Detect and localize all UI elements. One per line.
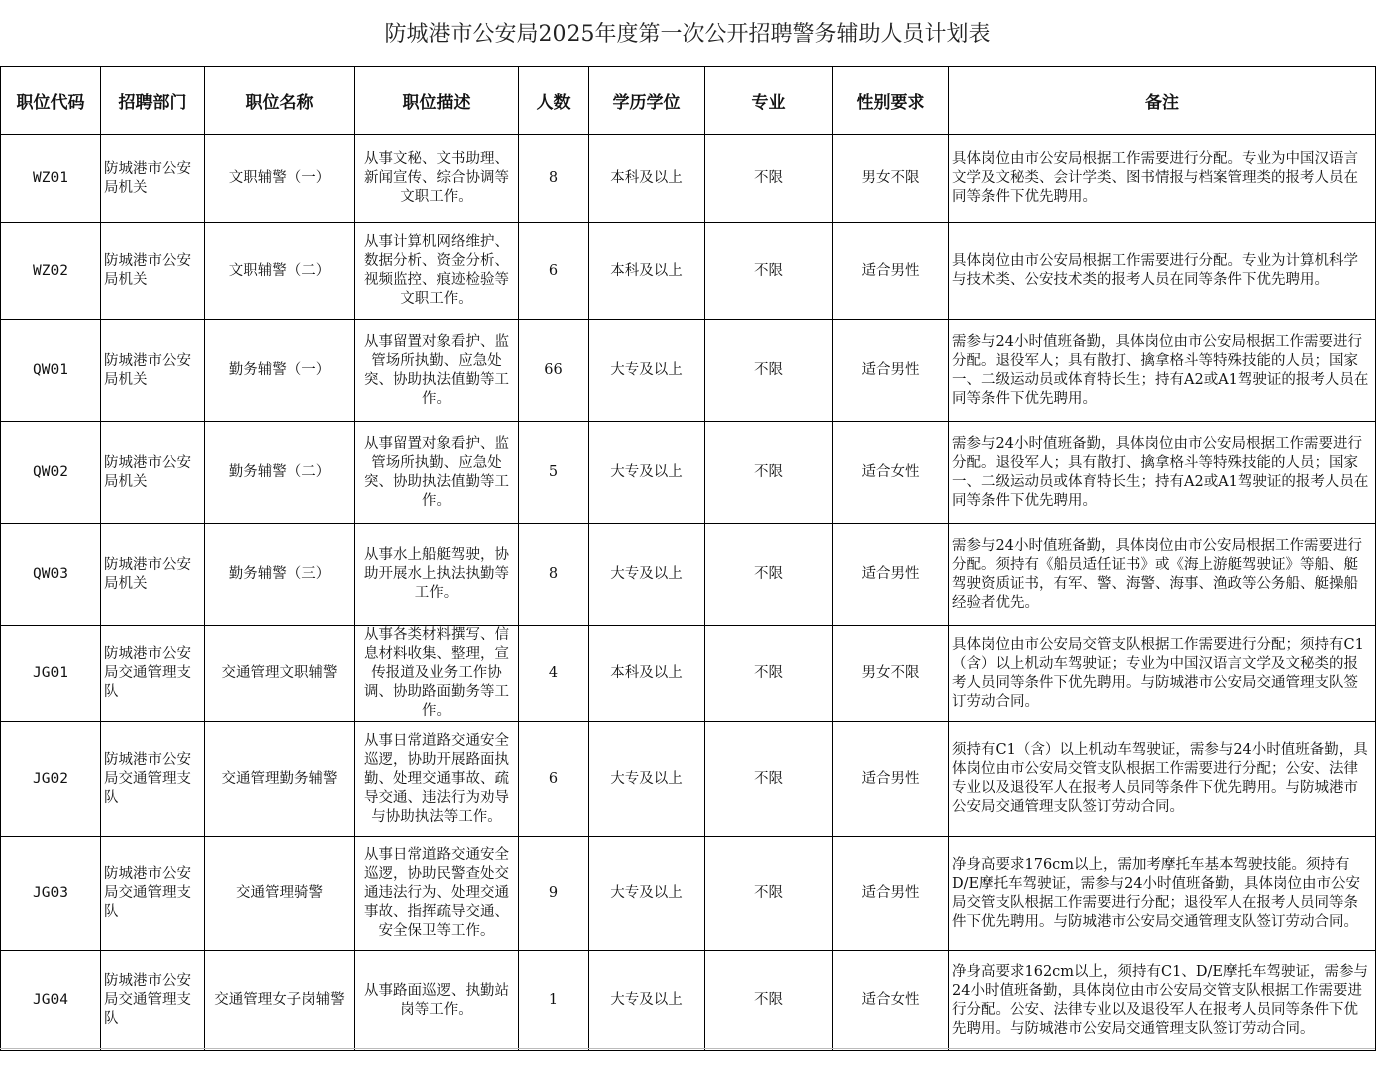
cell-gender: 适合男性 [833, 524, 949, 626]
cell-major: 不限 [705, 524, 833, 626]
cell-count: 8 [519, 524, 589, 626]
cell-desc: 从事留置对象看护、监管场所执勤、应急处突、协助执法值勤等工作。 [355, 422, 519, 524]
cell-name: 交通管理文职辅警 [205, 626, 355, 722]
cell-count: 8 [519, 135, 589, 223]
cell-desc: 从事水上船艇驾驶，协助开展水上执法执勤等工作。 [355, 524, 519, 626]
cell-major: 不限 [705, 135, 833, 223]
cell-note: 具体岗位由市公安局根据工作需要进行分配。专业为计算机科学与技术类、公安技术类的报考人员在同等条件下优先聘用。 [949, 223, 1376, 320]
cell-code: QW02 [1, 422, 101, 524]
cell-gender: 适合男性 [833, 722, 949, 837]
cell-major: 不限 [705, 320, 833, 422]
table-row [1, 223, 1376, 320]
recruitment-plan-table [0, 66, 1376, 1051]
cell-name: 交通管理骑警 [205, 837, 355, 951]
cell-note: 具体岗位由市公安局根据工作需要进行分配。专业为中国汉语言文学及文秘类、会计学类、图书情报与档案管理类的报考人员在同等条件下优先聘用。 [949, 135, 1376, 223]
table-row [1, 951, 1376, 1051]
table-row [1, 524, 1376, 626]
cell-code: JG01 [1, 626, 101, 722]
cell-dept: 防城港市公安局机关 [101, 135, 205, 223]
cell-desc: 从事日常道路交通安全巡逻，协助民警查处交通违法行为、处理交通事故、指挥疏导交通、安全保卫等工作。 [355, 837, 519, 951]
cell-code: JG04 [1, 951, 101, 1051]
cell-note: 需参与24小时值班备勤，具体岗位由市公安局根据工作需要进行分配。须持有《船员适任证书》或《海上游艇驾驶证》等船、艇驾驶资质证书，有军、警、海警、海事、渔政等公务船、艇操船经验者优先。 [949, 524, 1376, 626]
cell-code: WZ01 [1, 135, 101, 223]
cell-note: 需参与24小时值班备勤，具体岗位由市公安局根据工作需要进行分配。退役军人；具有散打、擒拿格斗等特殊技能的人员；国家一、二级运动员或体育特长生；持有A2或A1驾驶证的报考人员在同等条件下优先聘用。 [949, 422, 1376, 524]
table-row [1, 837, 1376, 951]
col-header-count: 人数 [519, 67, 589, 135]
cell-desc: 从事留置对象看护、监管场所执勤、应急处突、协助执法值勤等工作。 [355, 320, 519, 422]
cell-name: 勤务辅警（三） [205, 524, 355, 626]
cell-count: 6 [519, 722, 589, 837]
cell-name: 勤务辅警（二） [205, 422, 355, 524]
cell-edu: 大专及以上 [589, 422, 705, 524]
cell-count: 4 [519, 626, 589, 722]
cell-major: 不限 [705, 722, 833, 837]
col-header-note: 备注 [949, 67, 1376, 135]
cell-edu: 大专及以上 [589, 722, 705, 837]
cell-desc: 从事各类材料撰写、信息材料收集、整理，宣传报道及业务工作协调、协助路面勤务等工作。 [355, 626, 519, 722]
cell-edu: 本科及以上 [589, 135, 705, 223]
cell-gender: 男女不限 [833, 626, 949, 722]
cell-dept: 防城港市公安局交通管理支队 [101, 722, 205, 837]
cell-note: 具体岗位由市公安局交管支队根据工作需要进行分配；须持有C1（含）以上机动车驾驶证；专业为中国汉语言文学及文秘类的报考人员同等条件下优先聘用。与防城港市公安局交通管理支队签订劳动合同。 [949, 626, 1376, 722]
cell-desc: 从事路面巡逻、执勤站岗等工作。 [355, 951, 519, 1051]
cell-dept: 防城港市公安局机关 [101, 320, 205, 422]
cell-code: WZ02 [1, 223, 101, 320]
cell-count: 6 [519, 223, 589, 320]
col-header-major: 专业 [705, 67, 833, 135]
cell-name: 勤务辅警（一） [205, 320, 355, 422]
cell-count: 9 [519, 837, 589, 951]
table-row [1, 722, 1376, 837]
cell-code: JG03 [1, 837, 101, 951]
table-row [1, 320, 1376, 422]
cell-note: 净身高要求176cm以上，需加考摩托车基本驾驶技能。须持有D/E摩托车驾驶证，需参与24小时值班备勤，具体岗位由市公安局交管支队根据工作需要进行分配；退役军人在报考人员同等条件下优先聘用。与防城港市公安局交通管理支队签订劳动合同。 [949, 837, 1376, 951]
cell-major: 不限 [705, 951, 833, 1051]
cell-code: QW03 [1, 524, 101, 626]
cell-edu: 大专及以上 [589, 837, 705, 951]
cell-dept: 防城港市公安局交通管理支队 [101, 951, 205, 1051]
cell-dept: 防城港市公安局机关 [101, 223, 205, 320]
table-row [1, 135, 1376, 223]
cell-edu: 大专及以上 [589, 320, 705, 422]
cell-code: JG02 [1, 722, 101, 837]
col-header-edu: 学历学位 [589, 67, 705, 135]
col-header-dept: 招聘部门 [101, 67, 205, 135]
cell-dept: 防城港市公安局机关 [101, 524, 205, 626]
cell-desc: 从事计算机网络维护、数据分析、资金分析、视频监控、痕迹检验等文职工作。 [355, 223, 519, 320]
cell-dept: 防城港市公安局交通管理支队 [101, 626, 205, 722]
cell-name: 交通管理女子岗辅警 [205, 951, 355, 1051]
cell-dept: 防城港市公安局交通管理支队 [101, 837, 205, 951]
cell-note: 需参与24小时值班备勤，具体岗位由市公安局根据工作需要进行分配。退役军人；具有散打、擒拿格斗等特殊技能的人员；国家一、二级运动员或体育特长生；持有A2或A1驾驶证的报考人员在同等条件下优先聘用。 [949, 320, 1376, 422]
cell-count: 1 [519, 951, 589, 1051]
cell-gender: 适合女性 [833, 951, 949, 1051]
cell-gender: 适合女性 [833, 422, 949, 524]
cell-major: 不限 [705, 837, 833, 951]
col-header-name: 职位名称 [205, 67, 355, 135]
cell-note: 须持有C1（含）以上机动车驾驶证，需参与24小时值班备勤，具体岗位由市公安局交管支队根据工作需要进行分配；公安、法律专业以及退役军人在报考人员同等条件下优先聘用。与防城港市公安局交通管理支队签订劳动合同。 [949, 722, 1376, 837]
cell-name: 交通管理勤务辅警 [205, 722, 355, 837]
cell-gender: 适合男性 [833, 223, 949, 320]
sheet-empty-area [0, 1048, 1375, 1068]
cell-edu: 大专及以上 [589, 951, 705, 1051]
cell-dept: 防城港市公安局机关 [101, 422, 205, 524]
col-header-desc: 职位描述 [355, 67, 519, 135]
cell-major: 不限 [705, 422, 833, 524]
header-row [1, 67, 1376, 135]
table-row [1, 422, 1376, 524]
table-row [1, 626, 1376, 722]
cell-count: 66 [519, 320, 589, 422]
cell-major: 不限 [705, 626, 833, 722]
cell-name: 文职辅警（一） [205, 135, 355, 223]
col-header-gender: 性别要求 [833, 67, 949, 135]
cell-count: 5 [519, 422, 589, 524]
cell-gender: 男女不限 [833, 135, 949, 223]
cell-desc: 从事日常道路交通安全巡逻，协助开展路面执勤、处理交通事故、疏导交通、违法行为劝导与协助执法等工作。 [355, 722, 519, 837]
page-title: 防城港市公安局2025年度第一次公开招聘警务辅助人员计划表 [384, 22, 991, 47]
cell-edu: 大专及以上 [589, 524, 705, 626]
cell-gender: 适合男性 [833, 320, 949, 422]
cell-code: QW01 [1, 320, 101, 422]
cell-note: 净身高要求162cm以上，须持有C1、D/E摩托车驾驶证，需参与24小时值班备勤，具体岗位由市公安局交管支队根据工作需要进行分配。公安、法律专业以及退役军人在报考人员同等条件下优先聘用。与防城港市公安局交通管理支队签订劳动合同。 [949, 951, 1376, 1051]
cell-gender: 适合男性 [833, 837, 949, 951]
cell-edu: 本科及以上 [589, 626, 705, 722]
cell-name: 文职辅警（二） [205, 223, 355, 320]
col-header-code: 职位代码 [1, 67, 101, 135]
cell-edu: 本科及以上 [589, 223, 705, 320]
cell-major: 不限 [705, 223, 833, 320]
cell-desc: 从事文秘、文书助理、新闻宣传、综合协调等文职工作。 [355, 135, 519, 223]
